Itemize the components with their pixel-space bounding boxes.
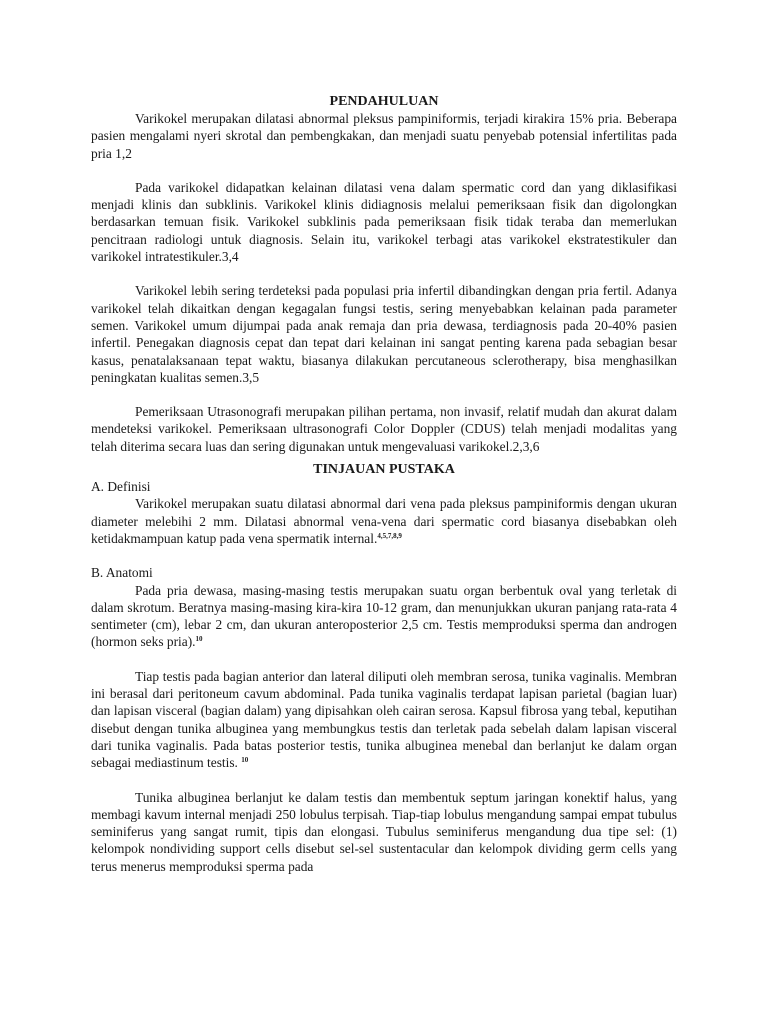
- anatomy-p2-citation: 10: [241, 756, 249, 765]
- definition-paragraph: [91, 495, 677, 547]
- intro-paragraph-3: Varikokel lebih sering terdeteksi pada populasi pria infertil dibandingkan dengan pria fertil. Adanya varikokel telah dikaitkan dengan kegagalan fungsi testis, sering menyebabkan kelainan pada parameter semen. Varikokel umum dijumpai pada anak remaja dan pria dewasa, terdiagnosis pada 20-40% pasien infertil. Penegakan diagnosis cepat dan tepat dari kelainan ini sangat penting karena pada sebagian besar kasus, penatalaksanaan tepat waktu, biasanya dilakukan percutaneous sclerotherapy, bisa menghasilkan peningkatan kualitas semen.3,5: [91, 283, 677, 385]
- anatomy-heading: B. Anatomi: [91, 565, 153, 581]
- definition-citation: 4,5,7,8,9: [377, 531, 402, 540]
- intro-heading: PENDAHULUAN: [329, 94, 439, 109]
- definition-heading: A. Definisi: [91, 479, 151, 495]
- anatomy-paragraph-2: [91, 668, 677, 772]
- intro-paragraph-2: Pada varikokel didapatkan kelainan dilatasi vena dalam spermatic cord dan yang diklasifikasi menjadi klinis dan subklinis. Varikokel klinis didiagnosis melalui pemeriksaan fisik dan digolongkan berdasarkan temuan fisik. Varikokel subklinis pada pemeriksaan fisik tidak teraba dan memerlukan pencitraan radiologi untuk diagnosis. Selain itu, varikokel terbagi atas varikokel ekstratestikuler dan varikokel intratestikuler.3,4: [91, 179, 677, 265]
- anatomy-p1-citation: 10: [195, 635, 203, 644]
- intro-paragraph-1: Varikokel merupakan dilatasi abnormal pleksus pampiniformis, terjadi kirakira 15% pria. Beberapa pasien mengalami nyeri skrotal dan pembengkakan, dan menjadi suatu penyebab potensial infertilitas pada pria 1,2: [91, 111, 677, 161]
- anatomy-p2-text: Tiap testis pada bagian anterior dan lateral diliputi oleh membran serosa, tunika vaginalis. Membran ini berasal dari peritoneum cavum abdominal. Pada tunika vaginalis terdapat lapisan parietal (bagian luar) dan lapisan visceral (bagian dalam) yang dipisahkan oleh cairan serosa. Kapsul fibrosa yang tebal, keputihan disebut dengan tunika albuginea yang membungkus testis dan terletak pada sebelah dalam lapisan visceral dari tunika vaginalis. Pada batas posterior testis, tunika albuginea menebal dan berlanjut ke dalam organ sebagai mediastinum testis.: [91, 668, 677, 771]
- intro-paragraph-4: Pemeriksaan Utrasonografi merupakan pilihan pertama, non invasif, relatif mudah dan akurat dalam mendeteksi varikokel. Pemeriksaan ultrasonografi Color Doppler (CDUS) telah menjadi modalitas yang telah diterima secara luas dan sering digunakan untuk mengevaluasi varikokel.2,3,6: [91, 404, 677, 454]
- anatomy-paragraph-3: Tunika albuginea berlanjut ke dalam testis dan membentuk septum jaringan konektif halus, yang membagi kavum internal menjadi 250 lobulus terpisah. Tiap-tiap lobulus mengandung sampai empat tubulus seminiferus yang sangat rumit, tipis dan elongasi. Tubulus seminiferus mengandung dua tipe sel: (1) kelompok nondividing support cells disebut sel-sel sustentacular dan kelompok dividing germ cells yang terus menerus memproduksi sperma pada: [91, 789, 677, 874]
- anatomy-paragraph-1: [91, 582, 677, 651]
- review-heading: TINJAUAN PUSTAKA: [313, 462, 455, 478]
- anatomy-p1-text: Pada pria dewasa, masing-masing testis merupakan suatu organ berbentuk oval yang terletak di dalam skrotum. Beratnya masing-masing kira-kira 10-12 gram, dan menunjukkan ukuran panjang rata-rata 4 sentimeter (cm), lebar 2 cm, dan ukuran anteroposterior 2,5 cm. Testis memproduksi sperma dan androgen (hormon seks pria).: [91, 582, 677, 650]
- definition-text: Varikokel merupakan suatu dilatasi abnormal dari vena pada pleksus pampiniformis dengan ukuran diameter melebihi 2 mm. Dilatasi abnormal vena-vena dari spermatic cord biasanya disebabkan oleh ketidakmampuan katup pada vena spermatik internal.: [91, 496, 677, 546]
